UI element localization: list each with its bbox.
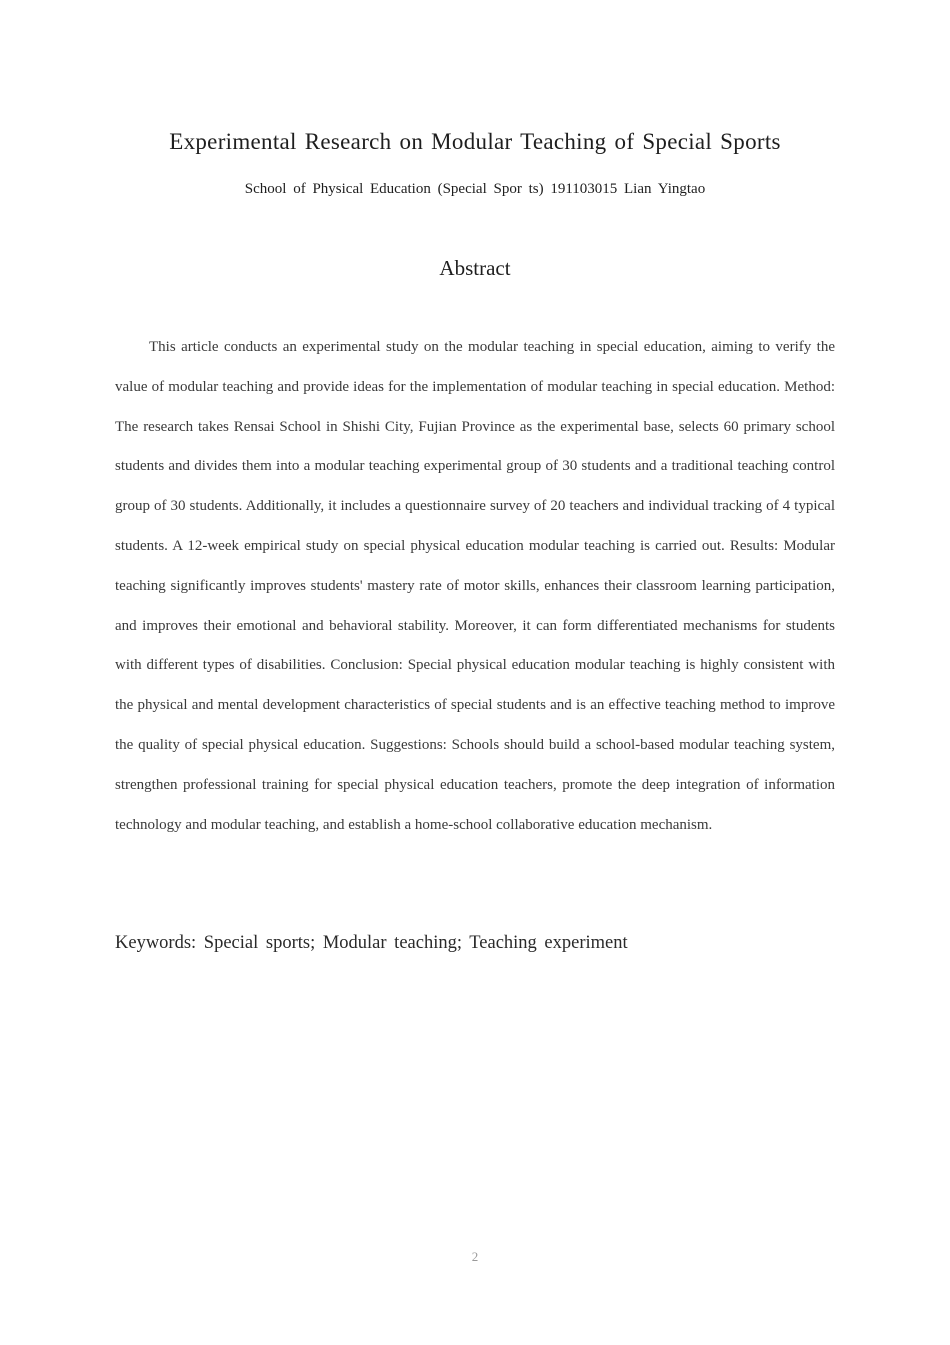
abstract-heading: Abstract — [439, 256, 511, 280]
paper-title: Experimental Research on Modular Teaching of Special Sports — [169, 129, 781, 154]
keywords-line: Keywords: Special sports; Modular teaching; Teaching experiment — [115, 933, 628, 953]
author-affiliation: School of Physical Education (Special Spor ts) 191103015 Lian Yingtao — [244, 181, 706, 197]
page-number: 2 — [471, 1249, 479, 1264]
abstract-body: This article conducts an experimental study on the modular teaching in special education, aiming to verify the value of modular teaching and provide ideas for the implementation of modular teaching in special education. Method: The research takes Rensai School in Shishi City, Fujian Province as the experimental base, selects 60 primary school students and divides them into a modular teaching experimental group of 30 students and a traditional teaching control group of 30 students. Additionally, it includes a questionnaire survey of 20 teachers and individual tracking of 4 typical students. A 12-week empirical study on special physical education modular teaching is carried out. Results: Modular teaching significantly improves students' mastery rate of motor skills, enhances their classroom learning participation, and improves their emotional and behavioral stability. Moreover, it can form differentiated mechanisms for students with different types of disabilities. Conclusion: Special physical education modular teaching is highly consistent with the physical and mental development characteristics of special students and is an effective teaching method to improve the quality of special physical education. Suggestions: Schools should build a school-based modular teaching system, strengthen professional training for special physical education teachers, promote the deep integration of information technology and modular teaching, and establish a home-school collaborative education mechanism. — [115, 339, 835, 833]
